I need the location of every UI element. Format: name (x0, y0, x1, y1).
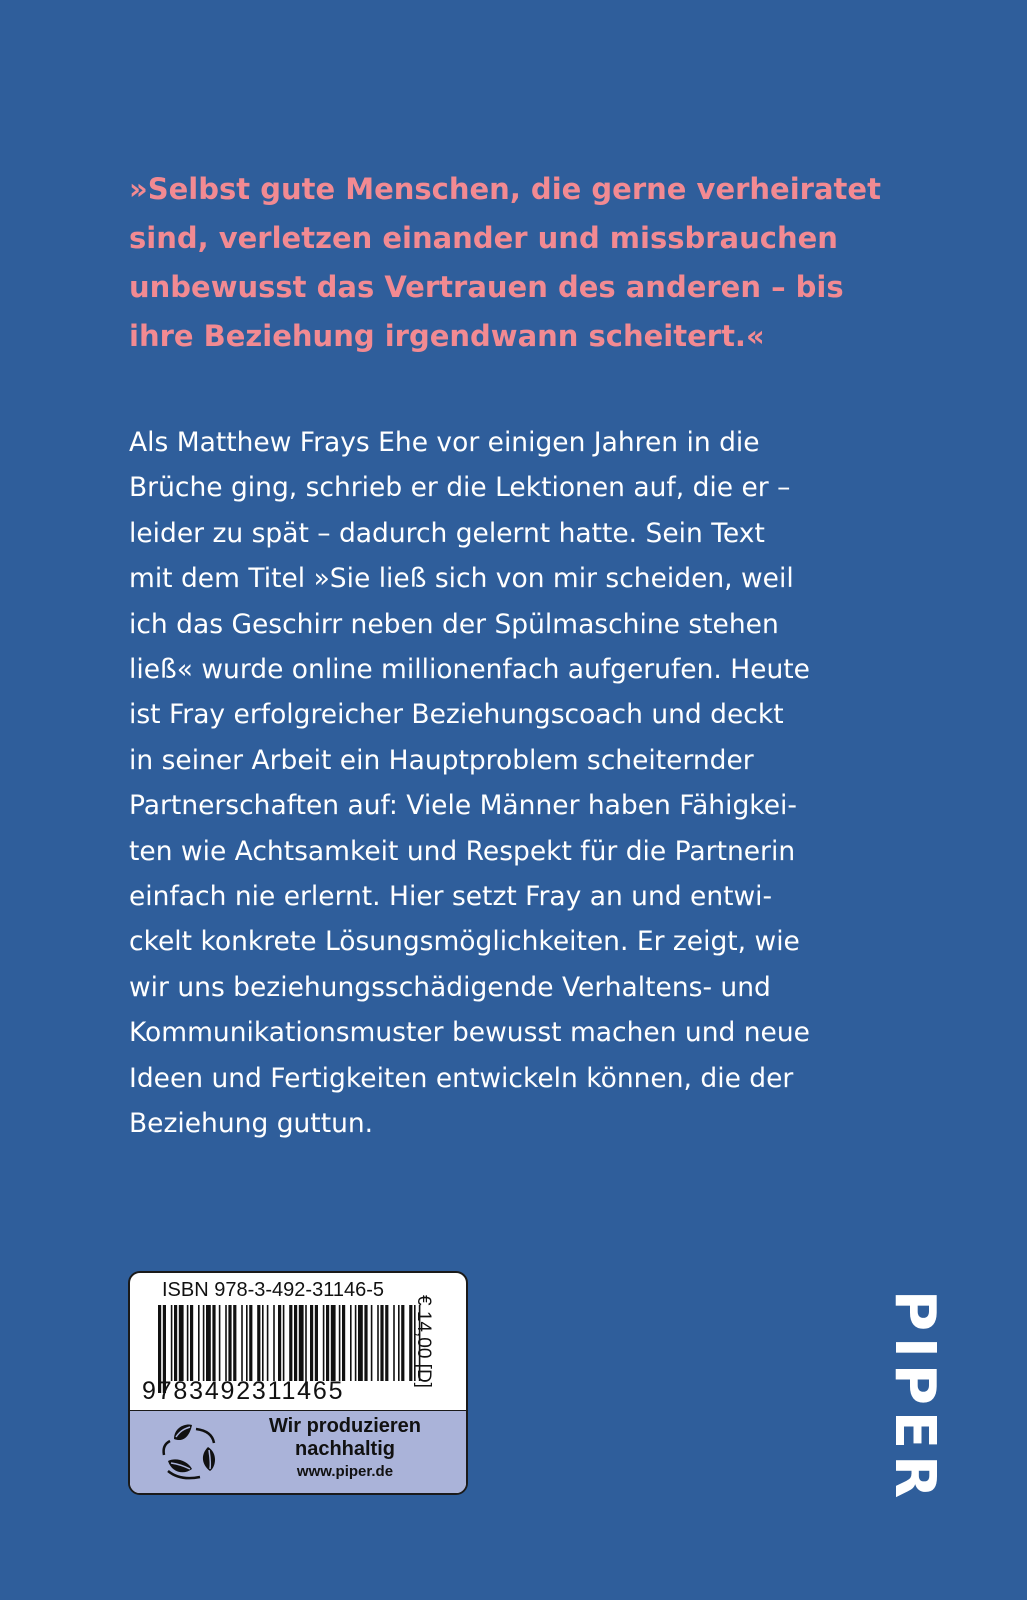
barcode-bar (283, 1305, 285, 1381)
barcode-bar (310, 1305, 313, 1381)
barcode-bar (262, 1305, 264, 1381)
quote-line: sind, verletzen einander und missbrauchen (129, 221, 838, 255)
blurb-line: mit dem Titel »Sie ließ sich von mir scheiden, weil (129, 563, 794, 595)
blurb-line: Ideen und Fertigkeiten entwickeln können, die der (129, 1062, 794, 1094)
blurb-line: ten wie Achtsamkeit und Respekt für die Partnerin (129, 835, 796, 867)
barcode-bar (323, 1305, 325, 1381)
barcode-bar (294, 1305, 297, 1381)
barcode-bar (398, 1305, 400, 1381)
ean-digits: 9783492311465 (142, 1377, 345, 1405)
blurb-line: ich das Geschirr neben der Spülmaschine stehen (129, 608, 779, 640)
isbn-text: ISBN 978-3-492-31146-5 (162, 1279, 384, 1301)
barcode-bar (371, 1305, 373, 1381)
barcode-bar (203, 1305, 205, 1381)
sustainability-text (230, 1415, 460, 1483)
barcode-bar (326, 1305, 329, 1381)
blurb-line: ckelt konkrete Lösungsmöglichkeiten. Er zeigt, wie (129, 926, 800, 958)
sustainability-panel (130, 1410, 466, 1493)
barcode-bar (355, 1305, 357, 1381)
barcode-bar (380, 1305, 383, 1381)
pull-quote (129, 165, 889, 361)
barcode-bar (219, 1305, 221, 1381)
barcode-bar (171, 1305, 173, 1381)
publisher-logo: PIPER (882, 1290, 947, 1505)
barcode-bar (339, 1305, 341, 1381)
blurb-line: Kommunikationsmuster bewusst machen und neue (129, 1017, 810, 1049)
blurb-line: Beziehung guttun. (129, 1108, 374, 1140)
blurb-line: ist Fray erfolgreicher Beziehungscoach und deckt (129, 699, 784, 731)
barcode-label (128, 1271, 468, 1495)
barcode-bar (179, 1305, 184, 1381)
quote-line: »Selbst gute Menschen, die gerne verheiratet (129, 172, 881, 206)
barcode-bar (315, 1305, 318, 1381)
barcode-bar (273, 1305, 275, 1381)
eco-line-2: nachhaltig (294, 1438, 395, 1460)
barcode-bar (198, 1305, 200, 1381)
price-text: € 14,00 [D] (413, 1295, 434, 1388)
blurb-line: Als Matthew Frays Ehe vor einigen Jahren in die (129, 427, 760, 458)
blurb-line: einfach nie erlernt. Hier setzt Fray an und entwi- (129, 881, 773, 913)
barcode-bar (187, 1305, 189, 1381)
blurb-line: in seiner Arbeit ein Hauptproblem scheiternder (129, 744, 754, 776)
barcode-bar (350, 1305, 352, 1381)
barcode-bar (257, 1305, 260, 1381)
barcode-bar (233, 1305, 236, 1381)
barcode-bar (225, 1305, 227, 1381)
barcode-bar (267, 1305, 269, 1381)
barcode-bar (206, 1305, 211, 1381)
blurb-line: Brüche ging, schrieb er die Lektionen auf, die er – (129, 472, 791, 504)
barcode-bar (190, 1305, 193, 1381)
blurb-line: Partnerschaften auf: Viele Männer haben Fähigkei- (129, 790, 797, 822)
barcode-bar (385, 1305, 388, 1381)
barcode-bar (278, 1305, 281, 1381)
barcode-bar (228, 1305, 231, 1381)
quote-line: unbewusst das Vertrauen des anderen – bis (129, 270, 844, 304)
barcode-bar (174, 1305, 177, 1381)
barcode-bar (364, 1305, 367, 1381)
leaf-cycle-icon (156, 1417, 226, 1487)
barcode-bar (289, 1305, 292, 1381)
barcode-bar (331, 1305, 336, 1381)
barcode-bar (249, 1305, 252, 1381)
blurb-line: wir uns beziehungsschädigende Verhaltens- und (129, 971, 771, 1003)
barcode-bar (358, 1305, 363, 1381)
barcode-bar (212, 1305, 215, 1381)
barcode-bar (342, 1305, 345, 1381)
eco-line-1: Wir produzieren (268, 1415, 422, 1437)
blurb-line: leider zu spät – dadurch gelernt hatte. Sein Text (129, 517, 765, 549)
barcode-bar (299, 1305, 304, 1381)
barcode-bar (377, 1305, 379, 1381)
barcode-bar (393, 1305, 395, 1381)
quote-line: ihre Beziehung irgendwann scheitert.« (129, 319, 765, 353)
barcode-bar (241, 1305, 243, 1381)
blurb-line: ließ« wurde online millionenfach aufgerufen. Heute (129, 654, 810, 686)
blurb-text (129, 420, 889, 1147)
barcode-bar (401, 1305, 404, 1381)
barcode-bar (246, 1305, 248, 1381)
publisher-url: www.piper.de (296, 1463, 394, 1480)
